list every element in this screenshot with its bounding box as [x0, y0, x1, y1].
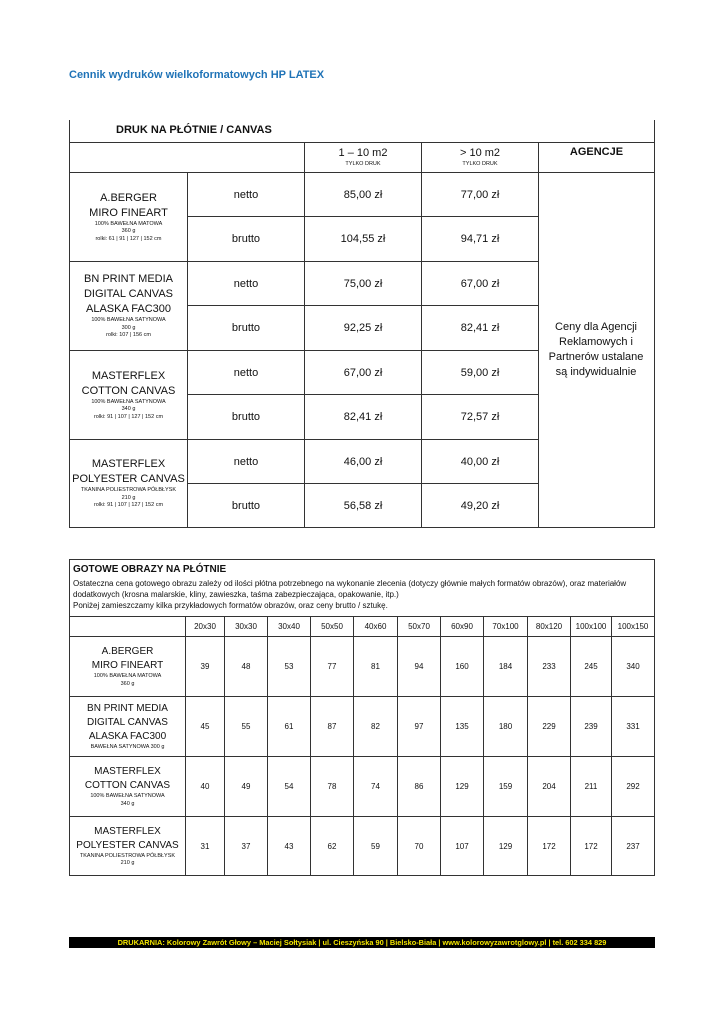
image-price-cell: 62: [327, 841, 337, 851]
image-price-cell: 77: [327, 662, 337, 671]
price-type-label: netto: [233, 277, 259, 290]
size-header: 20x30: [194, 622, 216, 631]
size-header: 40x60: [364, 622, 387, 631]
image-price-cell: 59: [371, 841, 380, 851]
image-price-cell: 54: [284, 782, 294, 791]
image-price-cell: 81: [371, 662, 380, 671]
image-price-cell: 74: [371, 782, 380, 791]
size-header: 100x100: [575, 622, 607, 631]
image-price-cell: 55: [241, 722, 251, 731]
image-price-cell: 37: [241, 841, 251, 851]
price-cell: 67,00 zł: [460, 277, 500, 290]
document-title: Cennik wydruków wielkoformatowych HP LATEX: [69, 69, 325, 81]
agency-pricing-note: Ceny dla Agencji Reklamowych i Partnerów ustalane są indywidualnie: [548, 321, 644, 378]
image-price-cell: 97: [414, 722, 424, 731]
image-price-cell: 70: [414, 841, 424, 851]
price-cell: 67,00 zł: [343, 366, 383, 379]
image-product-name: MASTERFLEX COTTON CANVAS 100% BAWEŁNA SATYNOWA 340 g: [84, 766, 171, 807]
price-cell: 92,25 zł: [343, 322, 383, 334]
image-price-cell: 292: [626, 782, 640, 791]
column-header-agencies: AGENCJE: [569, 146, 624, 158]
image-price-cell: 45: [200, 722, 210, 731]
image-price-cell: 245: [584, 662, 598, 671]
range2-label: > 10 m2: [459, 147, 501, 159]
size-header: 50x50: [321, 622, 343, 631]
image-price-cell: 107: [455, 841, 469, 851]
price-cell: 85,00 zł: [343, 188, 383, 201]
image-product-name: A.BERGER MIRO FINEART 100% BAWEŁNA MATOWA 360 g: [91, 646, 164, 687]
image-product-name: BN PRINT MEDIA DIGITAL CANVAS ALASKA FAC300 BAWEŁNA SATYNOWA 300 g: [87, 702, 168, 750]
range1-label: 1 – 10 m2: [338, 147, 388, 159]
image-price-cell: 48: [241, 662, 251, 671]
price-cell: 75,00 zł: [343, 277, 383, 290]
price-cell: 77,00 zł: [460, 188, 500, 201]
range1-note: TYLKO DRUK: [345, 161, 381, 167]
image-product-name: MASTERFLEX POLYESTER CANVAS TKANINA POLIESTROWA PÓŁBŁYSK 210 g: [76, 825, 179, 866]
image-price-cell: 86: [414, 782, 424, 791]
image-price-cell: 229: [542, 722, 556, 731]
image-price-cell: 172: [542, 841, 556, 851]
ready-images-description: Ostateczna cena gotowego obrazu zależy od ilości płótna potrzebnego na wykonanie zlecenia (dotyczy głównie małych formatów obrazów), oraz materiałów dodatkowych (krosna malarskie, kliny, zawieszka, taśma zabezpieczająca, opakowanie, itp.) Poniżej zamieszczamy kilka przykładowych formatów obrazów, oraz ceny brutto / sztukę.: [73, 579, 627, 610]
size-header: 30x30: [235, 622, 257, 631]
image-price-cell: 31: [200, 841, 210, 851]
image-price-cell: 43: [284, 841, 294, 851]
canvas-print-price-table: [69, 120, 655, 528]
image-price-cell: 233: [542, 662, 556, 671]
price-cell: 49,20 zł: [460, 499, 500, 512]
image-price-cell: 53: [284, 662, 294, 671]
price-cell: 104,55 zł: [340, 233, 386, 245]
price-type-label: brutto: [231, 322, 261, 334]
image-price-cell: 204: [542, 782, 556, 791]
column-header-over-10m2: [422, 143, 538, 172]
image-price-cell: 237: [626, 841, 640, 851]
image-price-cell: 211: [584, 782, 598, 791]
price-cell: 46,00 zł: [343, 455, 383, 468]
image-price-cell: 129: [498, 841, 513, 851]
image-price-cell: 40: [200, 782, 210, 791]
size-header: 50x70: [408, 622, 430, 631]
image-price-cell: 180: [498, 722, 513, 731]
image-price-cell: 87: [327, 722, 337, 731]
price-type-label: brutto: [231, 233, 261, 245]
price-type-label: brutto: [231, 499, 261, 512]
canvas-product-name: MASTERFLEX POLYESTER CANVAS TKANINA POLIESTROWA PÓŁBŁYSK 210 g rolki: 91 | 107 | 127 | 152 cm: [72, 458, 185, 509]
image-price-cell: 39: [200, 662, 210, 671]
ready-images-price-table: [69, 559, 655, 876]
canvas-product-name: BN PRINT MEDIA DIGITAL CANVAS ALASKA FAC300 100% BAWEŁNA SATYNOWA 300 g rolki: 107 | 156 cm: [83, 273, 174, 339]
price-cell: 94,71 zł: [460, 233, 500, 245]
image-price-cell: 172: [584, 841, 598, 851]
size-header: 60x90: [451, 622, 473, 631]
price-cell: 40,00 zł: [460, 455, 500, 468]
price-cell: 59,00 zł: [460, 366, 500, 379]
canvas-print-section-title: DRUK NA PŁÓTNIE / CANVAS: [116, 124, 272, 136]
image-price-cell: 184: [498, 662, 513, 671]
column-header-1-10m2: [305, 143, 421, 172]
image-price-cell: 239: [584, 722, 598, 731]
image-price-cell: 49: [241, 782, 251, 791]
image-price-cell: 129: [455, 782, 469, 791]
price-type-label: netto: [233, 188, 259, 201]
image-price-cell: 135: [455, 722, 469, 731]
price-cell: 82,41 zł: [460, 322, 500, 334]
size-header: 30x40: [278, 622, 300, 631]
price-cell: 72,57 zł: [460, 411, 500, 423]
image-price-cell: 94: [414, 662, 424, 671]
size-header: 100x150: [617, 622, 649, 631]
image-price-cell: 340: [626, 662, 640, 671]
price-type-label: netto: [233, 455, 259, 468]
price-cell: 56,58 zł: [343, 499, 383, 512]
canvas-product-name: MASTERFLEX COTTON CANVAS 100% BAWEŁNA SATYNOWA 340 g rolki: 91 | 107 | 127 | 152 cm: [81, 369, 176, 420]
image-price-cell: 82: [371, 722, 380, 731]
size-header: 70x100: [492, 622, 519, 631]
range2-note: TYLKO DRUK: [462, 161, 498, 167]
footer-contact-bar: DRUKARNIA: Kolorowy Zawrót Głowy – Maciej Sołtysiak | ul. Cieszyńska 90 | Bielsko-Biała | www.kolorowyzawrotglowy.pl | tel. 602 334 829: [69, 937, 655, 948]
image-price-cell: 331: [626, 722, 640, 731]
size-header: 80x120: [535, 622, 563, 631]
price-cell: 82,41 zł: [343, 411, 383, 423]
image-price-cell: 159: [498, 782, 513, 791]
canvas-product-name: A.BERGER MIRO FINEART 100% BAWEŁNA MATOWA 360 g rolki: 61 | 91 | 127 | 152 cm: [89, 191, 168, 242]
price-type-label: netto: [233, 366, 259, 379]
ready-images-section-title: GOTOWE OBRAZY NA PŁÓTNIE: [73, 564, 227, 575]
price-type-label: brutto: [231, 411, 261, 423]
image-price-cell: 61: [284, 722, 294, 731]
image-price-cell: 78: [327, 782, 337, 791]
image-price-cell: 160: [455, 662, 469, 671]
